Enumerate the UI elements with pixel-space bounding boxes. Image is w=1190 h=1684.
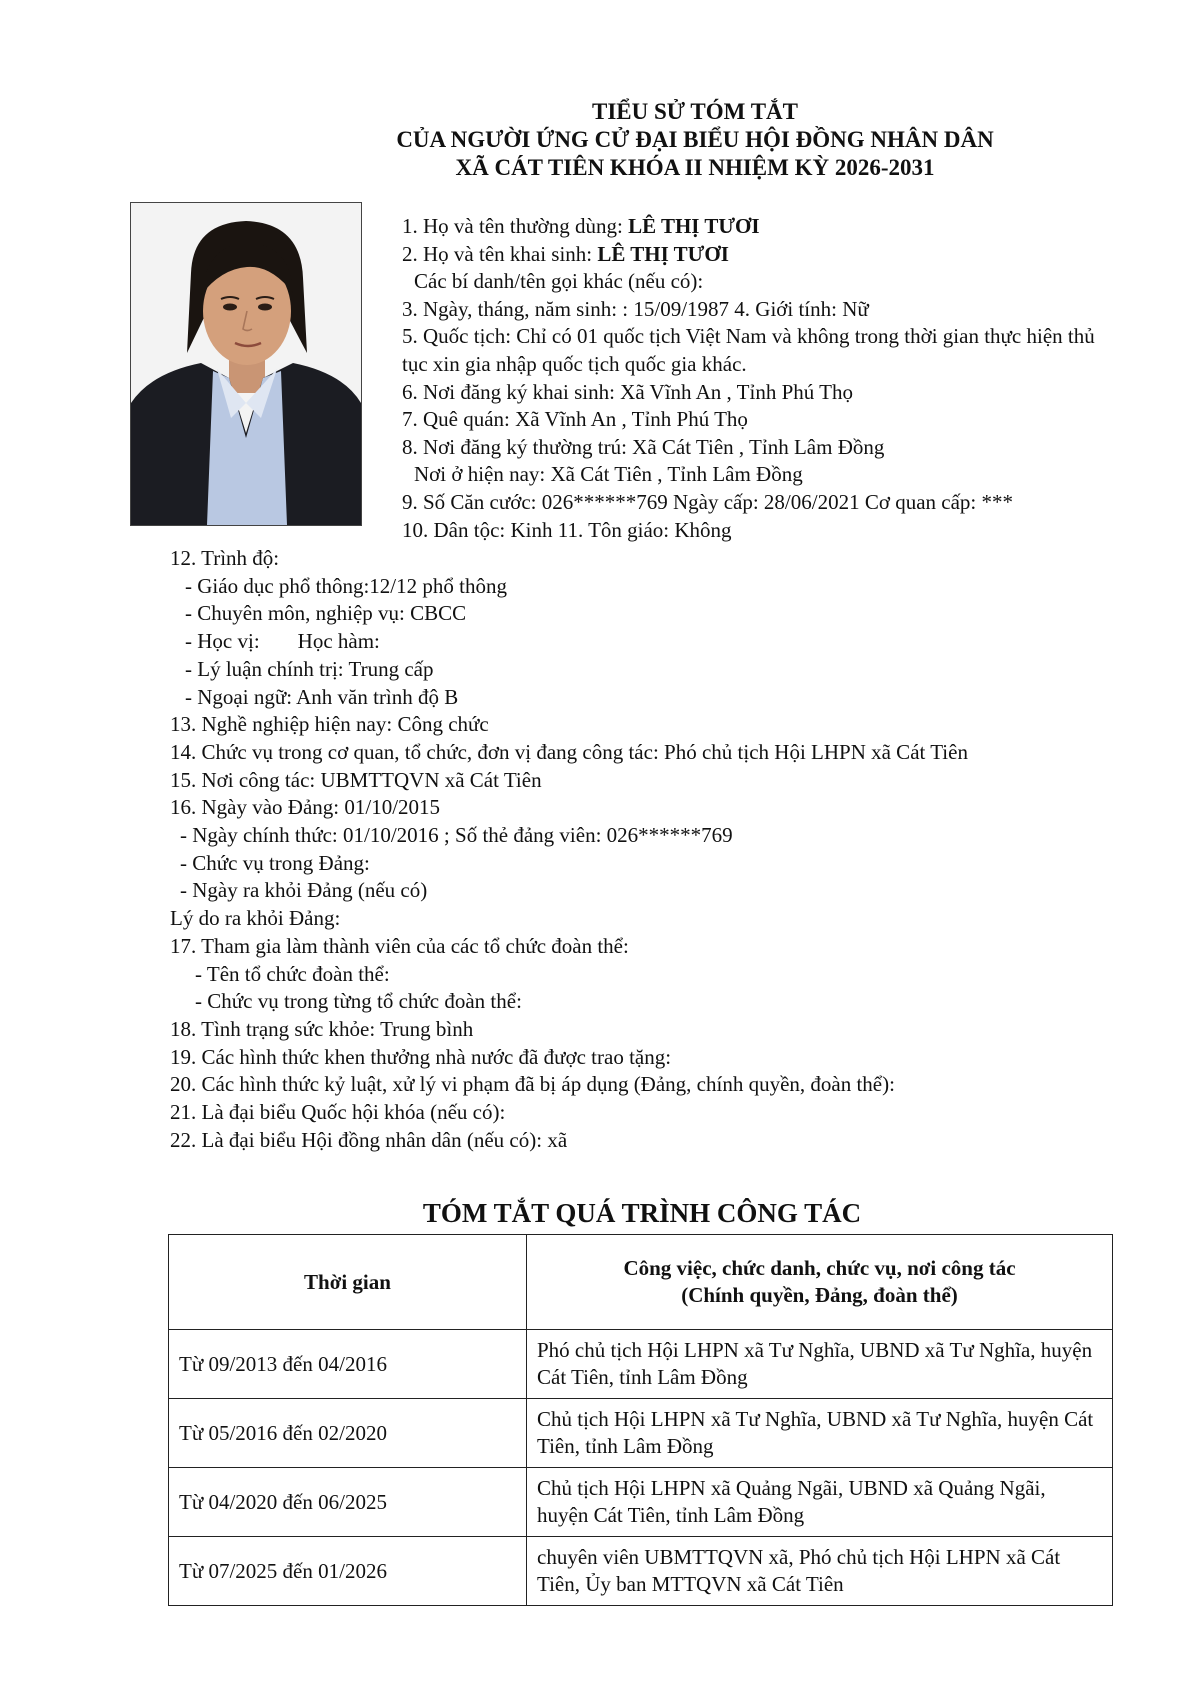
degree-label: - Học vị: — [185, 629, 260, 654]
birthdate-gender: 3. Ngày, tháng, năm sinh: : 15/09/1987 4. Giới tính: Nữ — [402, 296, 869, 321]
table-row — [169, 1468, 1113, 1537]
professional-skill: - Chuyên môn, nghiệp vụ: CBCC — [185, 601, 467, 626]
ethnicity-religion: 10. Dân tộc: Kinh 11. Tôn giáo: Không — [402, 517, 732, 542]
health-status: 18. Tình trạng sức khỏe: Trung bình — [170, 1016, 474, 1041]
description-header-line-2: (Chính quyền, Đảng, đoàn thể) — [681, 1283, 958, 1307]
fullname-label: 1. Họ và tên thường dùng: — [402, 214, 629, 238]
organizations: 17. Tham gia làm thành viên của các tổ chức đoàn thể: — [170, 933, 629, 958]
hometown: 7. Quê quán: Xã Vĩnh An , Tỉnh Phú Thọ — [402, 407, 748, 432]
academic-rank-label: Học hàm: — [297, 629, 380, 654]
birthname-value: LÊ THỊ TƯƠI — [597, 241, 729, 266]
disciplinary: 20. Các hình thức kỷ luật, xử lý vi phạm đã bị áp dụng (Đảng, chính quyền, đoàn thể): — [170, 1072, 895, 1097]
education-heading: 12. Trình độ: — [170, 546, 280, 570]
table-header-row — [169, 1235, 1113, 1330]
personal-info — [402, 213, 1122, 544]
aliases: Các bí danh/tên gọi khác (nếu có): — [414, 269, 704, 294]
party-join-date: 16. Ngày vào Đảng: 01/10/2015 — [170, 795, 441, 820]
table-row — [169, 1330, 1113, 1399]
nationality: 5. Quốc tịch: Chỉ có 01 quốc tịch Việt Nam và không trong thời gian thực hiện thủ tục xin gia nhập quốc tịch quốc gia khác. — [402, 324, 1095, 376]
info-line-2 — [402, 241, 1122, 269]
permanent-residence: 8. Nơi đăng ký thường trú: Xã Cát Tiên , Tỉnh Lâm Đồng — [402, 434, 885, 459]
table-row — [169, 1537, 1113, 1606]
work-history-title: TÓM TẮT QUÁ TRÌNH CÔNG TÁC — [422, 1198, 862, 1228]
title-line-2: CỦA NGƯỜI ỨNG CỬ ĐẠI BIỂU HỘI ĐỒNG NHÂN DÂN — [396, 127, 994, 152]
birthname-label: 2. Họ và tên khai sinh: — [402, 241, 598, 266]
row-time: Từ 07/2025 đến 01/2026 — [169, 1537, 527, 1606]
foreign-language: - Ngoại ngữ: Anh văn trình độ B — [185, 684, 459, 709]
awards: 19. Các hình thức khen thưởng nhà nước đã được trao tặng: — [170, 1044, 672, 1069]
time-column-header: Thời gian — [169, 1235, 527, 1330]
party-official-date: - Ngày chính thức: 01/10/2016 ; Số thẻ đảng viên: 026******769 — [180, 823, 733, 848]
general-education: - Giáo dục phổ thông:12/12 phổ thông — [185, 573, 507, 598]
workplace: 15. Nơi công tác: UBMTTQVN xã Cát Tiên — [170, 767, 542, 792]
birth-registration: 6. Nơi đăng ký khai sinh: Xã Vĩnh An , Tỉnh Phú Thọ — [402, 379, 853, 404]
position: 14. Chức vụ trong cơ quan, tổ chức, đơn vị đang công tác: Phó chủ tịch Hội LHPN xã Cát Tiên — [170, 739, 968, 764]
document-title — [300, 98, 1090, 182]
portrait-illustration — [131, 203, 361, 525]
national-assembly: 21. Là đại biểu Quốc hội khóa (nếu có): — [170, 1100, 506, 1125]
organization-name: - Tên tổ chức đoàn thể: — [195, 961, 390, 986]
work-history-table — [168, 1234, 1113, 1606]
row-time: Từ 05/2016 đến 02/2020 — [169, 1399, 527, 1468]
id-card: 9. Số Căn cước: 026******769 Ngày cấp: 28/06/2021 Cơ quan cấp: *** — [402, 489, 1014, 514]
current-residence: Nơi ở hiện nay: Xã Cát Tiên , Tỉnh Lâm Đồng — [414, 462, 803, 487]
row-description: chuyên viên UBMTTQVN xã, Phó chủ tịch Hội LHPN xã Cát Tiên, Ủy ban MTTQVN xã Cát Tiên — [527, 1537, 1113, 1606]
table-row — [169, 1399, 1113, 1468]
title-line-1: TIỂU SỬ TÓM TẮT — [592, 99, 798, 124]
row-time: Từ 09/2013 đến 04/2016 — [169, 1330, 527, 1399]
organization-position: - Chức vụ trong từng tổ chức đoàn thể: — [195, 989, 522, 1014]
peoples-council: 22. Là đại biểu Hội đồng nhân dân (nếu có): xã — [170, 1127, 568, 1152]
row-time: Từ 04/2020 đến 06/2025 — [169, 1468, 527, 1537]
portrait-photo — [130, 202, 362, 526]
occupation: 13. Nghề nghiệp hiện nay: Công chức — [170, 712, 489, 737]
description-header-line-1: Công việc, chức danh, chức vụ, nơi công tác — [623, 1256, 1016, 1280]
party-leave-date: - Ngày ra khỏi Đảng (nếu có) — [180, 878, 428, 903]
party-position: - Chức vụ trong Đảng: — [180, 850, 370, 875]
details — [170, 545, 1130, 1154]
fullname-value: LÊ THỊ TƯƠI — [628, 214, 760, 238]
party-leave-reason: Lý do ra khỏi Đảng: — [170, 906, 341, 931]
row-description: Chủ tịch Hội LHPN xã Quảng Ngãi, UBND xã Quảng Ngãi, huyện Cát Tiên, tỉnh Lâm Đồng — [527, 1468, 1113, 1537]
political-theory: - Lý luận chính trị: Trung cấp — [185, 656, 434, 681]
row-description: Phó chủ tịch Hội LHPN xã Tư Nghĩa, UBND xã Tư Nghĩa, huyện Cát Tiên, tỉnh Lâm Đồng — [527, 1330, 1113, 1399]
degree-line — [170, 628, 1130, 656]
description-column-header — [527, 1235, 1113, 1330]
row-description: Chủ tịch Hội LHPN xã Tư Nghĩa, UBND xã Tư Nghĩa, huyện Cát Tiên, tỉnh Lâm Đồng — [527, 1399, 1113, 1468]
info-line-1 — [402, 213, 1122, 241]
title-line-3: XÃ CÁT TIÊN KHÓA II NHIỆM KỲ 2026-2031 — [455, 155, 935, 180]
